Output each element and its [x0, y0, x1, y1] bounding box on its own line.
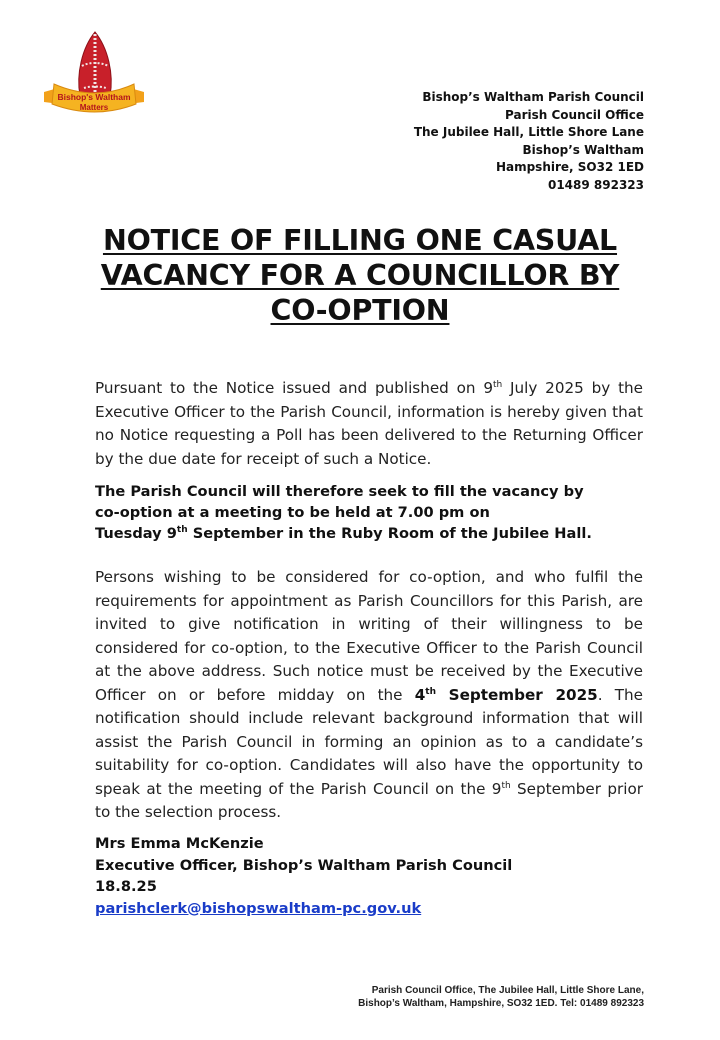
meeting-line: The Parish Council will therefore seek to fill the vacancy by — [95, 483, 584, 500]
para3-sup: th — [501, 780, 511, 791]
meeting-sup: th — [176, 525, 188, 535]
paragraph-notice-issued — [95, 377, 643, 471]
address-line: Bishop’s Waltham — [522, 142, 644, 157]
para3-text-cont: . The notification should include relevant background information that will assist the Parish Council in forming an opinion as to a candidate’s suitability for co-option. Candidates will also have the opportunity to speak at the meeting of the Parish Council on the 9 — [95, 685, 643, 798]
meeting-line: co-option at a meeting to be held at 7.00 pm on — [95, 504, 490, 521]
para1-sup: th — [493, 380, 503, 390]
para3-text-end: September prior to the selection process. — [95, 779, 643, 821]
address-line: Bishop’s Waltham Parish Council — [422, 90, 644, 104]
paragraph-meeting-details — [95, 481, 643, 544]
address-line: The Jubilee Hall, Little Shore Lane — [413, 125, 644, 139]
address-line: Parish Council Office — [505, 107, 644, 122]
address-line: 01489 892323 — [547, 177, 644, 192]
paragraph-application-instructions — [95, 566, 643, 825]
notice-title — [60, 223, 660, 328]
meeting-line: Tuesday 9th September in the Ruby Room of the Jubilee Hall. — [95, 525, 592, 542]
signatory-role: Executive Officer, Bishop’s Waltham Parish Council — [95, 856, 513, 874]
footer-line: Bishop’s Waltham, Hampshire, SO32 1ED. Tel: 01489 892323 — [358, 998, 644, 1009]
deadline-date: 4th September 2025 — [414, 685, 598, 704]
email-link[interactable]: parishclerk@bishopswaltham-pc.gov.uk — [95, 899, 422, 917]
logo-text-line2: Matters — [79, 103, 109, 112]
title-line: VACANCY FOR A COUNCILLOR BY — [100, 259, 620, 292]
council-logo — [40, 26, 148, 116]
title-line: CO-OPTION — [270, 294, 450, 327]
signatory-name: Mrs Emma McKenzie — [95, 835, 264, 852]
logo-text-line1: Bishop's Waltham — [57, 92, 131, 102]
signature-date: 18.8.25 — [95, 878, 157, 895]
header-address — [414, 89, 644, 194]
footer-line: Parish Council Office, The Jubilee Hall, Little Shore Lane, — [371, 985, 644, 996]
para3-text: Persons wishing to be considered for co-option, and who fulfil the requirements for appointment as Parish Councillors for this Parish, are invited to give notification in writing of their willingness to be considered for co-option, to the Executive Officer to the Parish Council at the above address. Such notice must be received by the Executive Officer on or before midday on the — [95, 568, 643, 704]
para1-text: Pursuant to the Notice issued and published on 9 — [95, 379, 494, 397]
mitre-logo-graphic — [40, 26, 148, 116]
para1-text-rest: July 2025 by the Executive Officer to the Parish Council, information is hereby given that no Notice requesting a Poll has been delivered to the Returning Officer by the due date for receipt of such a Notice. — [95, 379, 643, 468]
footer-address — [358, 984, 644, 1010]
title-line: NOTICE OF FILLING ONE CASUAL — [102, 224, 618, 257]
address-line: Hampshire, SO32 1ED — [495, 160, 644, 174]
signature-block — [95, 833, 512, 919]
